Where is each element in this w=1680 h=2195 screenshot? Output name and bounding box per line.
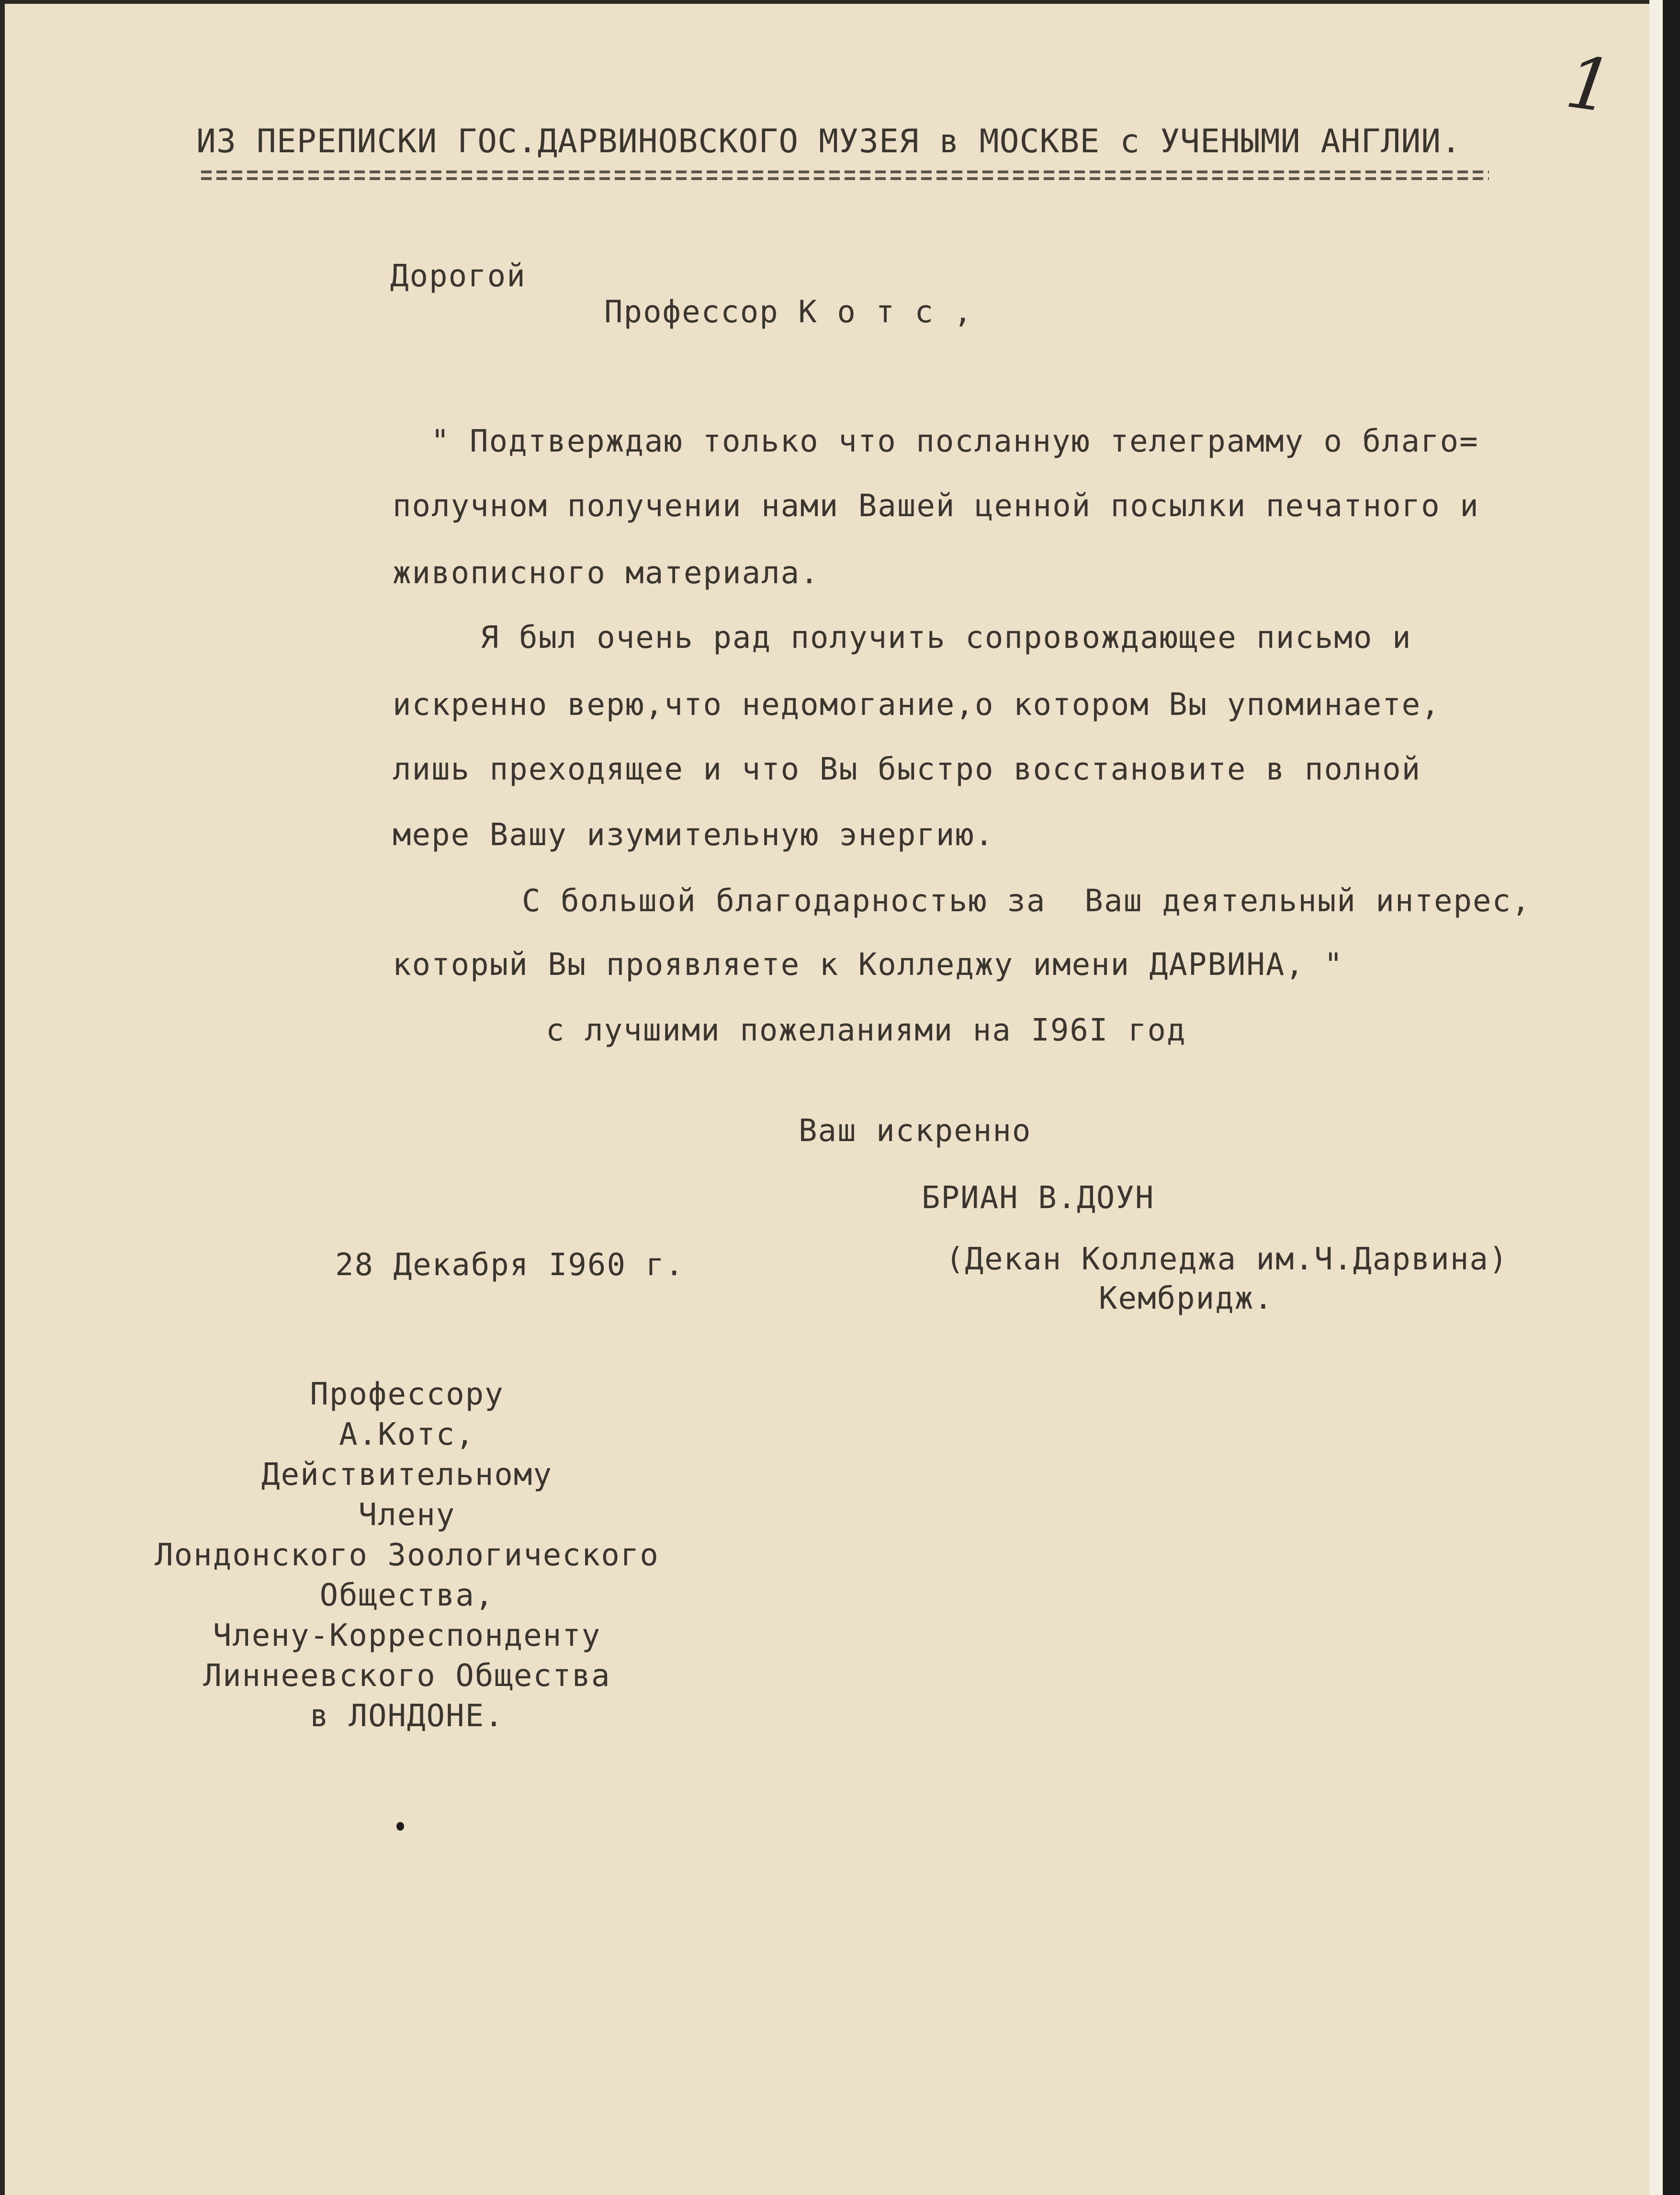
addressee-line: Общества, [319, 1578, 495, 1613]
body-line-9: который Вы проявляете к Колледжу имени ДАРВИНА, " [393, 947, 1344, 983]
body-line-4: Я был очень рад получить сопровождающее письмо и [480, 620, 1412, 656]
heading-underline [201, 170, 1489, 181]
addressee-line: Члену [358, 1497, 456, 1533]
letter-date: 28 Декабря I960 г. [335, 1247, 685, 1283]
body-line-7: мере Вашу изумительную энергию. [393, 817, 994, 853]
document-heading: ИЗ ПЕРЕПИСКИ ГОС.ДАРВИНОВСКОГО МУЗЕЯ в МОСКВЕ с УЧЕНЫМИ АНГЛИИ. [196, 123, 1462, 160]
body-line-8: С большой благодарностью за Ваш деятельный интерес, [522, 883, 1531, 919]
signature-title: (Декан Колледжа им.Ч.Дарвина) [946, 1242, 1509, 1277]
body-line-1: " Подтверждаю только что посланную телеграмму о благо= [431, 424, 1479, 459]
body-line-3: живописного материала. [393, 555, 820, 591]
scan-edge-right [1663, 0, 1680, 2195]
ink-dot [396, 1822, 404, 1831]
body-line-2: получном получении нами Вашей ценной посылки печатного и [393, 488, 1479, 524]
scan-edge-left [0, 0, 5, 2195]
scan-edge-top [0, 0, 1680, 4]
body-line-6: лишь преходящее и что Вы быстро восстановите в полной [393, 752, 1421, 787]
addressee-line: Профессору [310, 1377, 504, 1412]
addressee-line: Действительному [261, 1457, 552, 1493]
addressee-line: Лондонского Зоологического [155, 1538, 659, 1573]
page-number: 1 [1561, 40, 1618, 129]
addressee-line: Линнеевского Общества [203, 1658, 611, 1694]
salutation-line-2: Профессор К о т с , [604, 294, 973, 330]
addressee-line: в ЛОНДОНЕ. [310, 1698, 504, 1734]
signature-name: БРИАН В.ДОУН [922, 1180, 1155, 1216]
addressee-line: Члену-Корреспонденту [213, 1618, 601, 1653]
addressee-line: А.Котс, [339, 1417, 475, 1452]
body-line-5: искренно верю,что недомогание,о котором Вы упоминаете, [393, 687, 1441, 723]
closing: Ваш искренно [799, 1113, 1032, 1149]
body-line-10: с лучшими пожеланиями на I96I год [546, 1013, 1186, 1048]
signature-place: Кембридж. [1099, 1281, 1274, 1316]
salutation-line-1: Дорогой [390, 259, 526, 294]
addressee-block [115, 1379, 699, 1741]
